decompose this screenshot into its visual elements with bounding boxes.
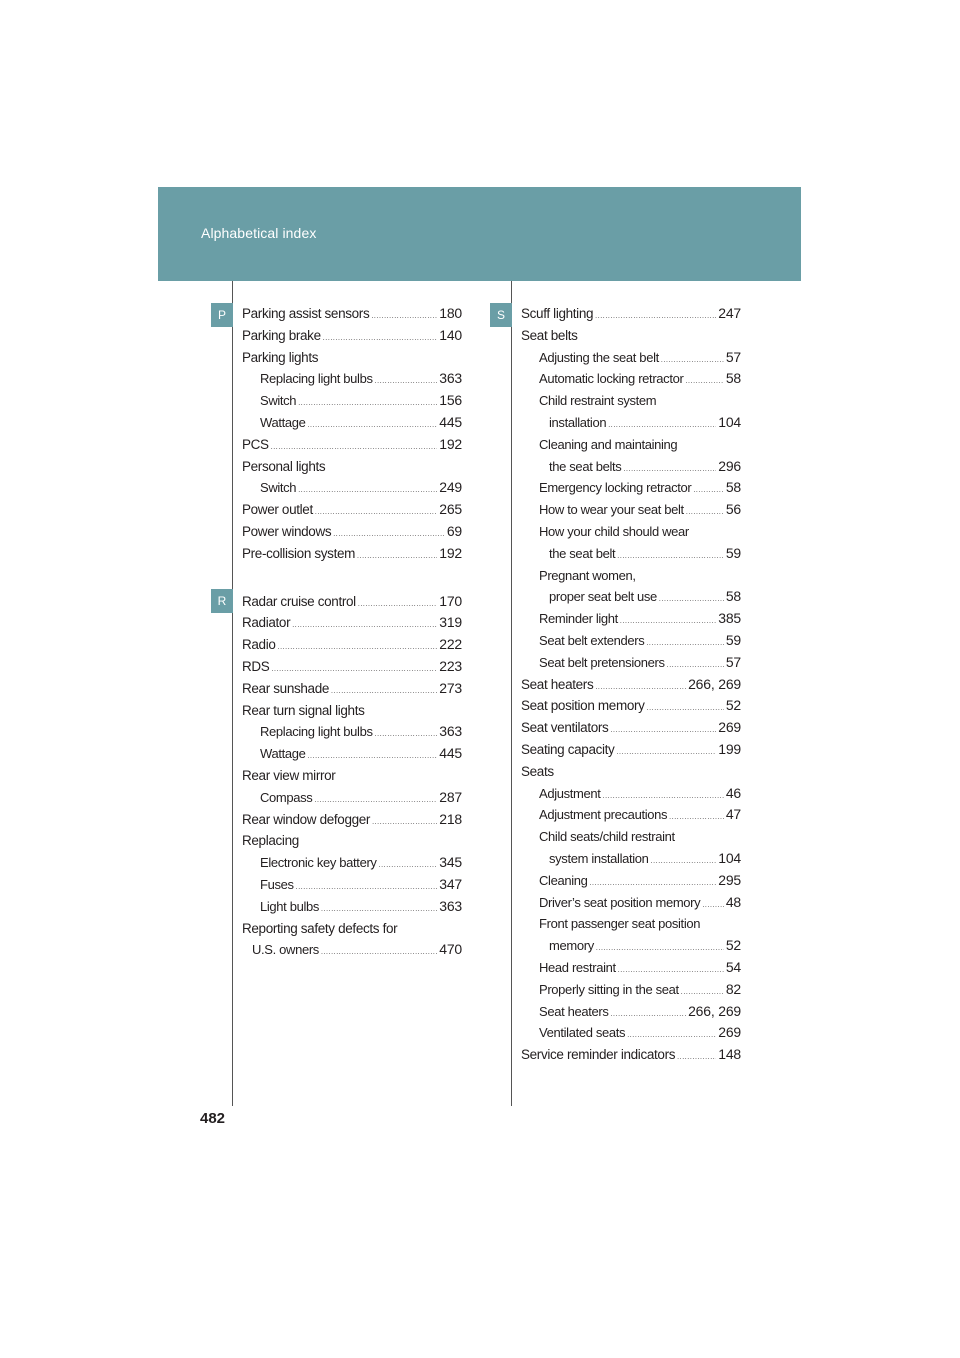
dot-leader xyxy=(331,688,437,695)
index-entry[interactable] xyxy=(242,830,462,852)
entry-label: Power windows xyxy=(242,523,332,539)
index-entry[interactable] xyxy=(242,591,462,613)
index-entry[interactable] xyxy=(242,700,462,722)
dot-leader xyxy=(596,945,724,952)
index-entry[interactable] xyxy=(521,303,741,325)
index-entry[interactable] xyxy=(242,634,462,656)
dot-leader xyxy=(659,596,724,603)
index-entry[interactable] xyxy=(521,630,741,652)
index-entry[interactable] xyxy=(242,434,462,456)
left-index-column xyxy=(242,303,462,961)
entry-label: the seat belts xyxy=(549,458,622,474)
index-entry[interactable] xyxy=(242,303,462,325)
dot-leader xyxy=(315,509,437,516)
index-entry[interactable] xyxy=(521,565,741,587)
index-entry[interactable] xyxy=(521,1022,741,1044)
index-entry[interactable] xyxy=(242,852,462,874)
column-divider-right xyxy=(511,281,512,1106)
entry-label: Cleaning xyxy=(539,872,588,888)
entry-page-number[interactable]: 363 xyxy=(439,897,462,914)
dot-leader xyxy=(617,553,724,560)
index-entry[interactable] xyxy=(242,678,462,700)
dot-leader xyxy=(677,1054,716,1061)
dot-leader xyxy=(661,357,724,364)
entry-label: Reminder light xyxy=(539,611,618,627)
entry-page-number[interactable]: 269 xyxy=(718,719,741,736)
index-entry[interactable] xyxy=(242,521,462,543)
dot-leader xyxy=(685,378,723,385)
index-entry[interactable] xyxy=(521,325,741,347)
entry-page-number[interactable]: 54 xyxy=(725,958,741,975)
dot-leader xyxy=(590,880,717,887)
dot-leader xyxy=(603,793,724,800)
dot-leader xyxy=(620,618,716,625)
entry-page-number[interactable]: 47 xyxy=(725,806,741,823)
index-entry[interactable] xyxy=(242,543,462,565)
index-entry[interactable] xyxy=(521,521,741,543)
entry-page-number[interactable]: 295 xyxy=(718,871,741,888)
dot-leader xyxy=(618,967,724,974)
entry-page-number[interactable]: 57 xyxy=(725,653,741,670)
dot-leader xyxy=(323,335,437,342)
index-entry[interactable] xyxy=(242,325,462,347)
index-entry[interactable] xyxy=(521,695,741,717)
index-entry[interactable] xyxy=(521,652,741,674)
entry-label: Automatic locking retractor xyxy=(539,371,684,387)
index-entry[interactable] xyxy=(242,918,462,940)
entry-label: RDS xyxy=(242,658,270,674)
index-entry[interactable] xyxy=(521,674,741,696)
index-entry[interactable] xyxy=(242,874,462,896)
entry-page-number[interactable]: 170 xyxy=(439,592,462,609)
entry-page-number[interactable]: 287 xyxy=(439,788,462,805)
entry-label: Wattage xyxy=(260,746,306,762)
index-entry[interactable] xyxy=(521,434,741,456)
index-entry[interactable] xyxy=(521,390,741,412)
index-entry[interactable] xyxy=(242,347,462,369)
index-entry[interactable] xyxy=(242,368,462,390)
column-divider-left xyxy=(232,281,233,1106)
dot-leader xyxy=(686,509,724,516)
index-entry[interactable] xyxy=(242,939,462,961)
entry-page-number[interactable]: 104 xyxy=(718,413,741,430)
header-title: Alphabetical index xyxy=(201,225,317,241)
index-section-s xyxy=(521,303,741,1066)
entry-label: proper seat belt use xyxy=(549,589,657,605)
entry-label: Child seats/child restraint xyxy=(539,829,675,845)
index-entry[interactable] xyxy=(242,896,462,918)
section-gap xyxy=(242,565,462,591)
entry-label: Seat position memory xyxy=(521,698,645,714)
entry-page-number[interactable]: 140 xyxy=(439,326,462,343)
entry-label: Parking assist sensors xyxy=(242,306,370,321)
index-entry[interactable] xyxy=(242,499,462,521)
dot-leader xyxy=(271,444,438,451)
index-entry[interactable] xyxy=(521,739,741,761)
header-bar xyxy=(158,187,801,281)
entry-page-number[interactable]: 52 xyxy=(725,697,741,714)
dot-leader xyxy=(296,884,438,891)
entry-page-number[interactable]: 319 xyxy=(439,614,462,631)
entry-page-number[interactable]: 296 xyxy=(718,457,741,474)
entry-label: Adjustment precautions xyxy=(539,807,668,823)
index-entry[interactable] xyxy=(242,743,462,765)
entry-label: How your child should wear xyxy=(539,523,689,539)
dot-leader xyxy=(371,313,437,320)
entry-page-number[interactable]: 266, 269 xyxy=(688,1002,741,1019)
entry-label: installation xyxy=(549,414,607,430)
entry-label: Seat belts xyxy=(521,327,578,343)
entry-label: the seat belt xyxy=(549,545,616,561)
entry-label: Driver’s seat position memory xyxy=(539,894,701,910)
dot-leader xyxy=(702,902,723,909)
entry-label: Scuff lighting xyxy=(521,306,594,321)
index-entry[interactable] xyxy=(521,499,741,521)
index-entry[interactable] xyxy=(521,848,741,870)
index-entry[interactable] xyxy=(521,913,741,935)
entry-page-number[interactable]: 445 xyxy=(439,413,462,430)
entry-label: Power outlet xyxy=(242,502,313,518)
entry-label: PCS xyxy=(242,436,269,452)
dot-leader xyxy=(667,662,724,669)
page-number: 482 xyxy=(200,1110,226,1127)
index-entry[interactable] xyxy=(242,477,462,499)
entry-label: Radar cruise control xyxy=(242,593,356,609)
entry-page-number[interactable]: 345 xyxy=(439,854,462,871)
index-entry[interactable] xyxy=(242,656,462,678)
index-entry[interactable] xyxy=(521,761,741,783)
entry-page-number[interactable]: 218 xyxy=(439,810,462,827)
dot-leader xyxy=(647,705,724,712)
index-entry[interactable] xyxy=(521,368,741,390)
dot-leader xyxy=(298,400,437,407)
entry-label: Personal lights xyxy=(242,458,326,474)
index-entry[interactable] xyxy=(242,809,462,831)
right-index-column xyxy=(521,303,741,1066)
entry-label: Rear window defogger xyxy=(242,811,371,827)
index-entry[interactable] xyxy=(242,390,462,412)
dot-leader xyxy=(298,487,437,494)
dot-leader xyxy=(595,313,716,320)
dot-leader xyxy=(681,989,724,996)
entry-label: Compass xyxy=(260,789,313,805)
dot-leader xyxy=(307,753,437,760)
index-entry[interactable] xyxy=(521,935,741,957)
entry-page-number[interactable]: 269 xyxy=(718,1024,741,1041)
entry-page-number[interactable]: 57 xyxy=(725,348,741,365)
index-section-p xyxy=(242,303,462,565)
dot-leader xyxy=(271,666,437,673)
entry-label: Properly sitting in the seat xyxy=(539,981,679,997)
dot-leader xyxy=(375,378,438,385)
entry-label: Head restraint xyxy=(539,959,616,975)
entry-page-number[interactable]: 82 xyxy=(725,980,741,997)
index-entry[interactable] xyxy=(521,892,741,914)
entry-label: Electronic key battery xyxy=(260,855,377,871)
entry-page-number[interactable]: 445 xyxy=(439,745,462,762)
entry-page-number[interactable]: 58 xyxy=(725,588,741,605)
entry-label: Pre-collision system xyxy=(242,545,356,561)
entry-label: memory xyxy=(549,938,594,954)
entry-label: Rear turn signal lights xyxy=(242,702,365,718)
dot-leader xyxy=(372,819,437,826)
entry-page-number[interactable]: 266, 269 xyxy=(688,675,741,692)
entry-label: Adjustment xyxy=(539,785,601,801)
entry-label: Switch xyxy=(260,480,297,496)
entry-page-number[interactable]: 249 xyxy=(439,479,462,496)
entry-label: Radio xyxy=(242,637,276,653)
index-entry[interactable] xyxy=(521,717,741,739)
entry-label: Light bulbs xyxy=(260,898,320,914)
letter-tab-p: P xyxy=(211,303,233,327)
entry-label: Wattage xyxy=(260,414,306,430)
dot-leader xyxy=(608,422,716,429)
entry-label: Radiator xyxy=(242,615,291,631)
entry-label: Parking lights xyxy=(242,349,319,365)
index-entry[interactable] xyxy=(521,804,741,826)
entry-page-number[interactable]: 363 xyxy=(439,723,462,740)
entry-label: Seat belt pretensioners xyxy=(539,654,665,670)
entry-label: Seat belt extenders xyxy=(539,632,645,648)
entry-page-number[interactable]: 347 xyxy=(439,875,462,892)
index-entry[interactable] xyxy=(242,612,462,634)
entry-page-number[interactable]: 69 xyxy=(446,522,462,539)
entry-label: Child restraint system xyxy=(539,393,657,409)
index-entry[interactable] xyxy=(521,826,741,848)
entry-page-number[interactable]: 363 xyxy=(439,370,462,387)
entry-label: Adjusting the seat belt xyxy=(539,349,659,365)
dot-leader xyxy=(610,727,716,734)
entry-label: system installation xyxy=(549,850,649,866)
letter-tab-r: R xyxy=(211,589,233,613)
dot-leader xyxy=(595,684,686,691)
index-entry[interactable] xyxy=(242,721,462,743)
entry-label: Switch xyxy=(260,393,297,409)
entry-page-number[interactable]: 222 xyxy=(439,636,462,653)
entry-label: U.S. owners xyxy=(252,942,319,958)
entry-page-number[interactable]: 58 xyxy=(725,479,741,496)
entry-label: Service reminder indicators xyxy=(521,1047,676,1063)
dot-leader xyxy=(321,949,437,956)
dot-leader xyxy=(669,814,724,821)
index-entry[interactable] xyxy=(242,412,462,434)
entry-page-number[interactable]: 470 xyxy=(439,941,462,958)
index-entry[interactable] xyxy=(521,870,741,892)
index-entry[interactable] xyxy=(521,1044,741,1066)
dot-leader xyxy=(358,601,437,608)
entry-page-number[interactable]: 46 xyxy=(725,784,741,801)
index-entry[interactable] xyxy=(521,1001,741,1023)
dot-leader xyxy=(693,487,723,494)
entry-page-number[interactable]: 385 xyxy=(718,610,741,627)
entry-page-number[interactable]: 56 xyxy=(725,501,741,518)
entry-page-number[interactable]: 52 xyxy=(725,937,741,954)
entry-page-number[interactable]: 180 xyxy=(439,305,462,321)
dot-leader xyxy=(623,466,716,473)
entry-label: Rear sunshade xyxy=(242,680,330,696)
entry-page-number[interactable]: 156 xyxy=(439,392,462,409)
dot-leader xyxy=(278,644,438,651)
index-entry[interactable] xyxy=(521,957,741,979)
entry-label: Seating capacity xyxy=(521,741,615,757)
dot-leader xyxy=(627,1032,716,1039)
index-entry[interactable] xyxy=(521,783,741,805)
index-entry[interactable] xyxy=(521,347,741,369)
index-entry[interactable] xyxy=(521,456,741,478)
index-entry[interactable] xyxy=(242,765,462,787)
entry-page-number[interactable]: 148 xyxy=(718,1046,741,1063)
entry-label: Ventilated seats xyxy=(539,1025,626,1041)
dot-leader xyxy=(333,531,445,538)
dot-leader xyxy=(616,749,716,756)
entry-page-number[interactable]: 104 xyxy=(718,849,741,866)
entry-label: Emergency locking retractor xyxy=(539,480,692,496)
dot-leader xyxy=(314,797,437,804)
entry-page-number[interactable]: 59 xyxy=(725,544,741,561)
entry-label: Rear view mirror xyxy=(242,767,336,783)
dot-leader xyxy=(375,731,438,738)
entry-label: Cleaning and maintaining xyxy=(539,436,678,452)
entry-label: Parking brake xyxy=(242,327,321,343)
entry-page-number[interactable]: 247 xyxy=(718,305,741,321)
entry-label: Seat ventilators xyxy=(521,720,609,736)
entry-label: Seat heaters xyxy=(521,676,594,692)
index-section-r xyxy=(242,591,462,962)
dot-leader xyxy=(646,640,723,647)
entry-page-number[interactable]: 48 xyxy=(725,893,741,910)
entry-page-number[interactable]: 199 xyxy=(718,740,741,757)
index-entry[interactable] xyxy=(521,608,741,630)
letter-tab-s: S xyxy=(490,303,512,327)
dot-leader xyxy=(611,1011,687,1018)
entry-label: Replacing light bulbs xyxy=(260,371,373,387)
entry-label: Seats xyxy=(521,763,554,779)
index-entry[interactable] xyxy=(521,477,741,499)
entry-label: How to wear your seat belt xyxy=(539,502,684,518)
dot-leader xyxy=(651,858,717,865)
entry-page-number[interactable]: 265 xyxy=(439,501,462,518)
dot-leader xyxy=(307,422,437,429)
entry-label: Front passenger seat position xyxy=(539,916,701,932)
index-entry[interactable] xyxy=(242,787,462,809)
entry-page-number[interactable]: 273 xyxy=(439,679,462,696)
entry-page-number[interactable]: 223 xyxy=(439,657,462,674)
index-entry[interactable] xyxy=(521,543,741,565)
entry-label: Replacing light bulbs xyxy=(260,724,373,740)
entry-page-number[interactable]: 59 xyxy=(725,631,741,648)
index-entry[interactable] xyxy=(521,979,741,1001)
entry-label: Fuses xyxy=(260,876,294,892)
entry-page-number[interactable]: 192 xyxy=(439,435,462,452)
index-entry[interactable] xyxy=(521,412,741,434)
entry-label: Reporting safety defects for xyxy=(242,920,398,936)
entry-label: Replacing xyxy=(242,833,299,849)
index-entry[interactable] xyxy=(521,586,741,608)
entry-page-number[interactable]: 58 xyxy=(725,370,741,387)
dot-leader xyxy=(321,906,437,913)
index-entry[interactable] xyxy=(242,456,462,478)
dot-leader xyxy=(292,622,437,629)
entry-label: Seat heaters xyxy=(539,1003,609,1019)
dot-leader xyxy=(379,862,438,869)
dot-leader xyxy=(357,553,437,560)
entry-label: Pregnant women, xyxy=(539,567,636,583)
entry-page-number[interactable]: 192 xyxy=(439,544,462,561)
